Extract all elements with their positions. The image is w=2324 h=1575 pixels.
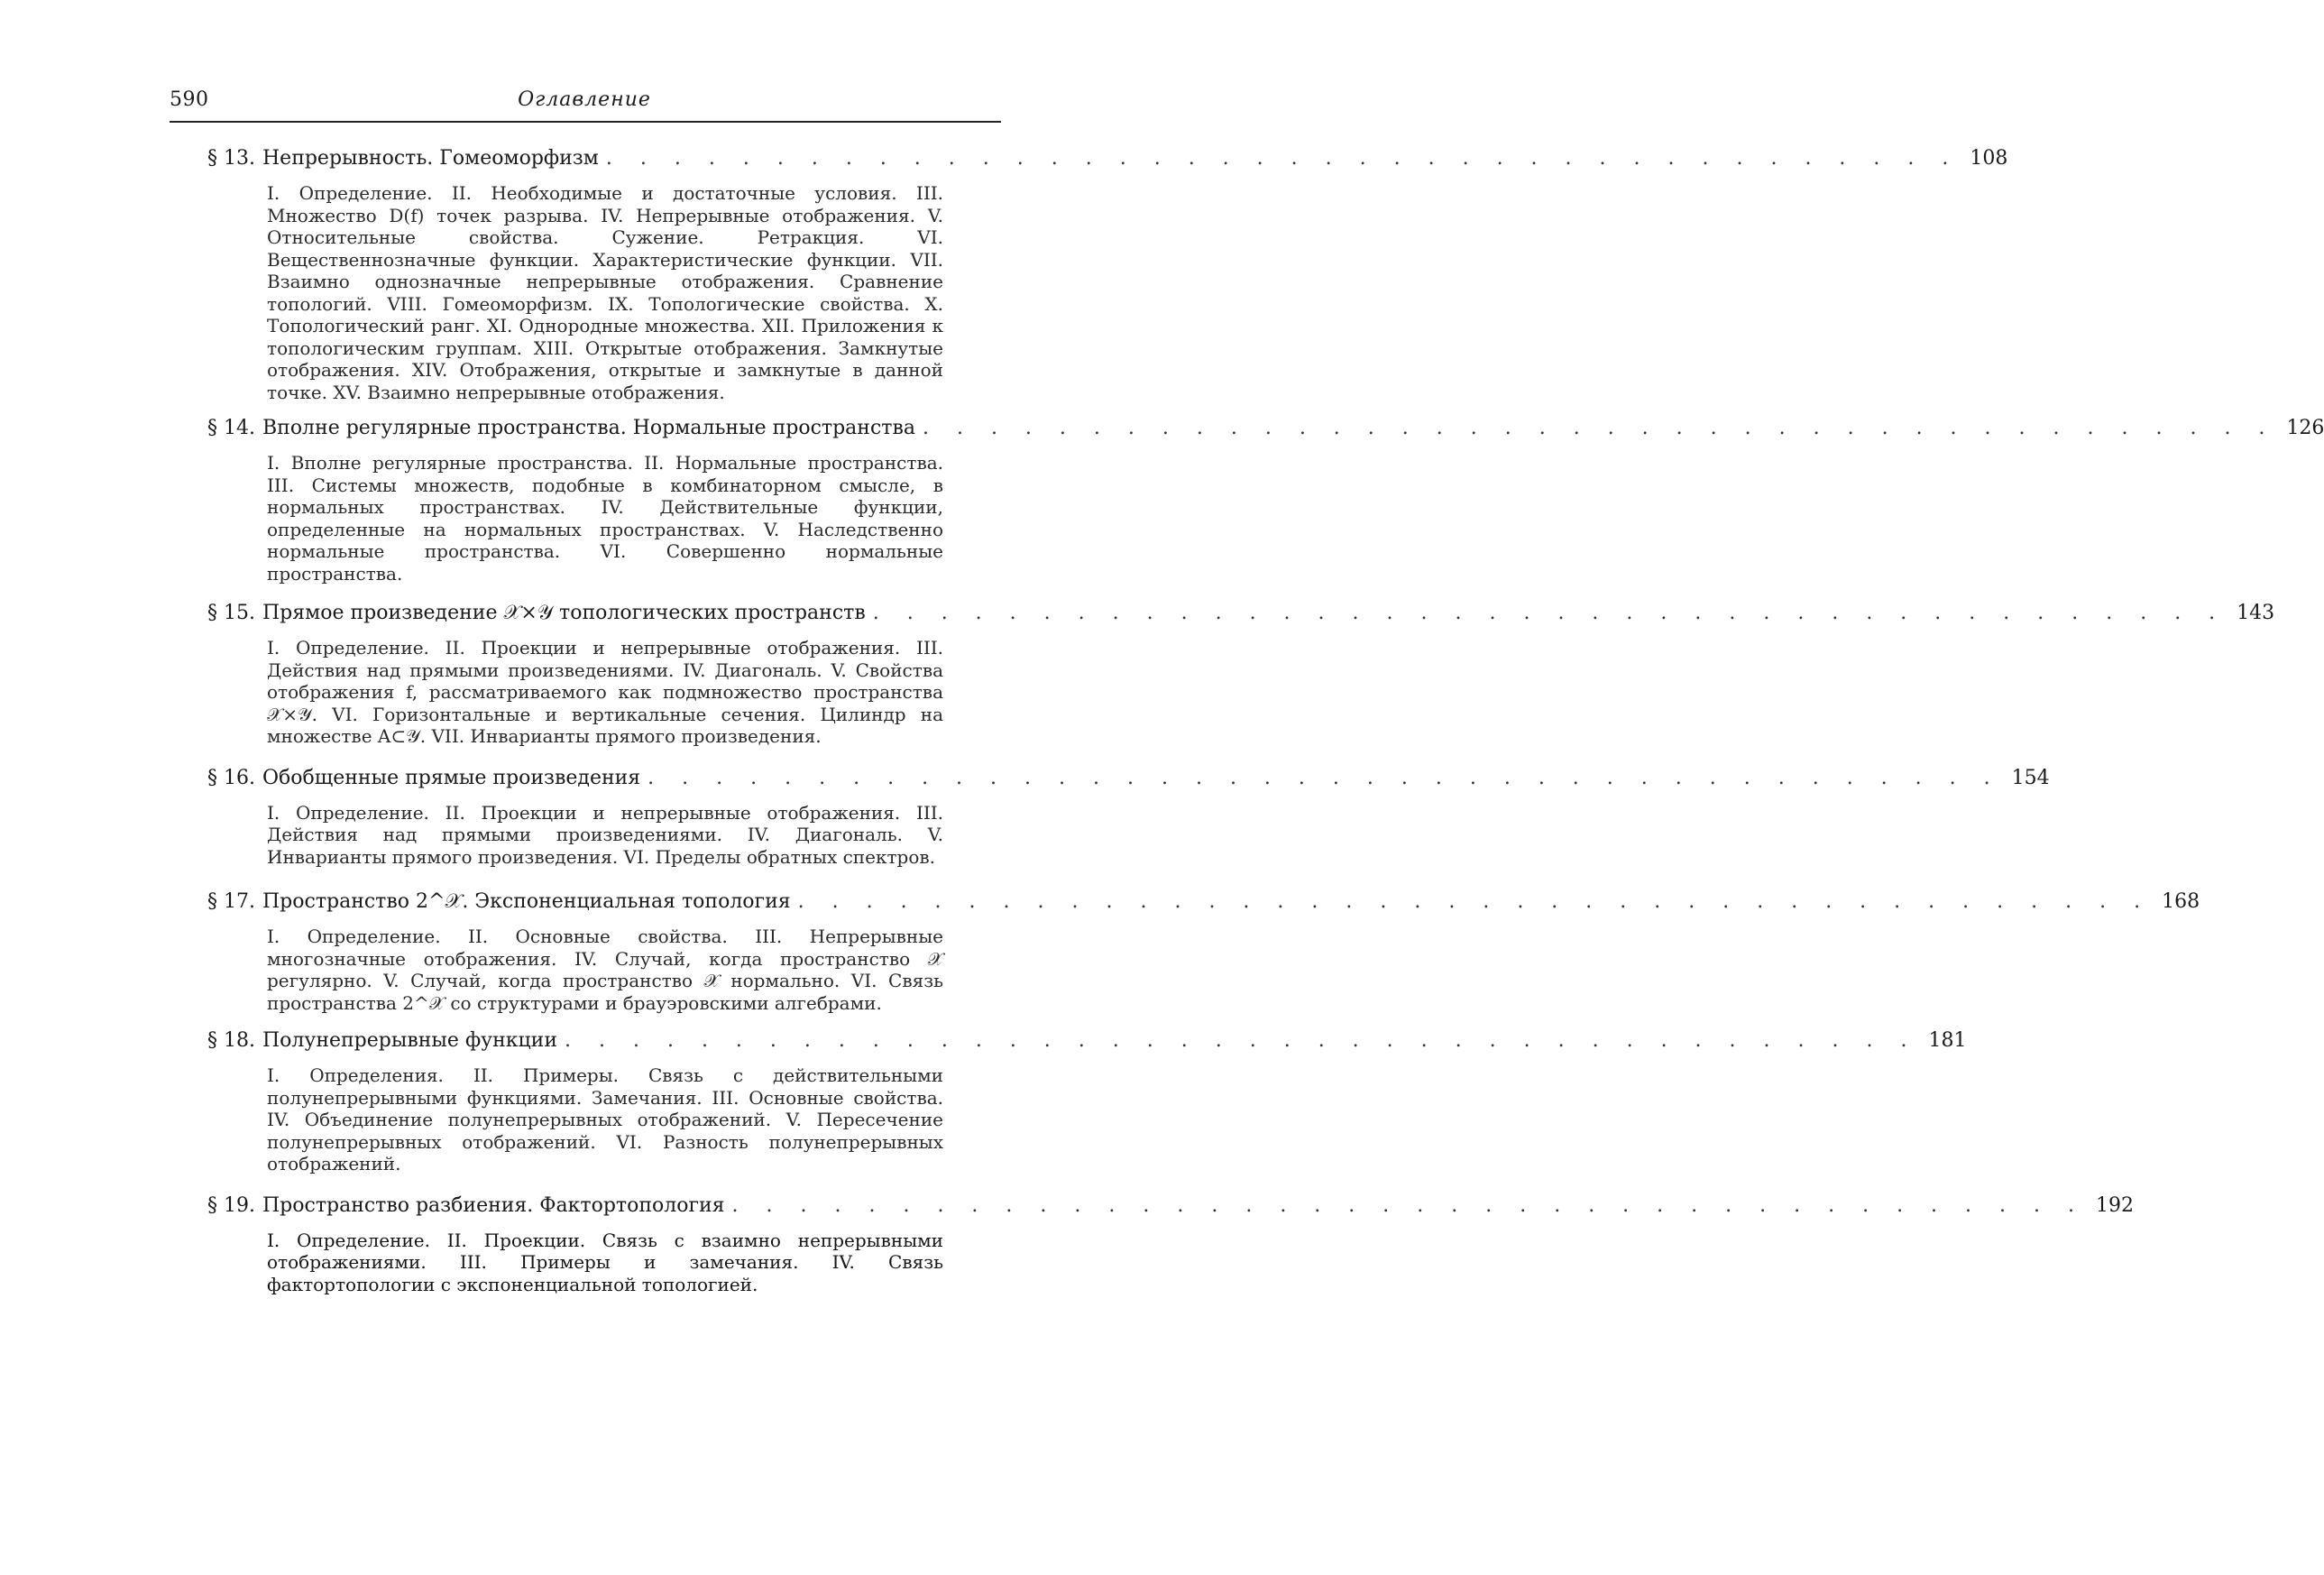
- dot-leader: . . . . . . . . . . . . . . . . . . . . . . . . . . . . . . . . . . . . . . . .: [922, 417, 2276, 439]
- section-number: § 17.: [207, 890, 255, 913]
- section-description: I. Определение. II. Проекции и непрерывные отображения. III. Действия над прямыми произведениями. IV. Диагональ. V. Инварианты прямого произведения. VI. Пределы обратных спектров.: [267, 801, 943, 868]
- toc-section-15: [207, 601, 2275, 748]
- section-page: 126: [2286, 417, 2324, 439]
- section-description: I. Определение. II. Необходимые и достаточные условия. III. Множество D(f) точек разрыва. IV. Непрерывные отображения. V. Относительные свойства. Сужение. Ретракция. VI. Вещественнозначные функции. Характеристические функции. VII. Взаимно однозначные непрерывные отображения. Сравнение топологий. VIII. Гомеоморфизм. IX. Топологические свойства. X. Топологический ранг. XI. Однородные множества. XII. Приложения к топологическим группам. XIII. Открытые отображения. Замкнутые отображения. XIV. Отображения, открытые и замкнутые в данной точке. XV. Взаимно непрерывные отображения.: [267, 182, 943, 403]
- dot-leader: . . . . . . . . . . . . . . . . . . . . . . . . . . . . . . . . . . . . . . . .: [731, 1193, 2085, 1217]
- toc-section-16: [207, 766, 2050, 869]
- toc-section-17: [207, 889, 2200, 1014]
- section-number: § 16.: [207, 766, 255, 789]
- dot-leader: . . . . . . . . . . . . . . . . . . . . . . . . . . . . . . . . . . . . . . . .: [872, 602, 2227, 624]
- toc-entry: [207, 601, 2275, 626]
- section-title: Обобщенные прямые произведения: [262, 766, 641, 789]
- toc-entry: [207, 1193, 2134, 1219]
- toc-entry: [207, 889, 2200, 915]
- section-title: Вполне регулярные пространства. Нормальные пространства: [262, 417, 915, 439]
- section-title: Непрерывность. Гомеоморфизм: [262, 147, 599, 170]
- section-number: § 13.: [207, 147, 255, 170]
- section-title: Пространство 2^𝒳. Экспоненциальная топология: [262, 890, 791, 913]
- section-title: Прямое произведение 𝒳×𝒴 топологических пространств: [262, 602, 866, 624]
- section-number: § 19.: [207, 1193, 255, 1217]
- dot-leader: . . . . . . . . . . . . . . . . . . . . . . . . . . . . . . . . . . . . . . . .: [565, 1029, 1918, 1052]
- dot-leader: . . . . . . . . . . . . . . . . . . . . . . . . . . . . . . . . . . . . . . . .: [648, 766, 2001, 789]
- dot-leader: . . . . . . . . . . . . . . . . . . . . . . . . . . . . . . . . . . . . . . . .: [797, 890, 2152, 913]
- section-description: I. Вполне регулярные пространства. II. Нормальные пространства. III. Системы множеств, подобные в комбинаторном смысле, в нормальных пространствах. IV. Действительные функции, определенные на нормальных пространствах. V. Наследственно нормальные пространства. VI. Совершенно нормальные пространства.: [267, 452, 943, 585]
- section-description: I. Определение. II. Основные свойства. III. Непрерывные многозначные отображения. IV. Случай, когда пространство 𝒳 регулярно. V. Случай, когда пространство 𝒳 нормально. VI. Связь пространства 2^𝒳 со структурами и брауэровскими алгебрами.: [267, 926, 943, 1014]
- section-number: § 18.: [207, 1029, 255, 1052]
- section-page: 108: [1970, 147, 2008, 170]
- section-number: § 14.: [207, 417, 255, 439]
- running-title: Оглавление: [518, 88, 651, 111]
- toc-entry: [207, 146, 2008, 171]
- toc-section-13: [207, 146, 2008, 403]
- header-rule: [170, 121, 1001, 123]
- section-page: 154: [2011, 766, 2050, 789]
- section-page: 181: [1928, 1029, 1967, 1052]
- section-page: 143: [2237, 602, 2275, 624]
- section-number: § 15.: [207, 602, 255, 624]
- section-description: I. Определение. II. Проекции и непрерывные отображения. III. Действия над прямыми произведениями. IV. Диагональ. V. Свойства отображения f, рассматриваемого как подмножество пространства 𝒳×𝒴. VI. Горизонтальные и вертикальные сечения. Цилиндр на множестве A⊂𝒴. VII. Инварианты прямого произведения.: [267, 637, 943, 747]
- toc-section-14: [207, 416, 2324, 585]
- toc-section-18: [207, 1028, 1967, 1175]
- page-header: [170, 88, 999, 124]
- section-title: Пространство разбиения. Фактортопология: [262, 1193, 725, 1217]
- section-page: 168: [2162, 890, 2200, 913]
- section-page: 192: [2096, 1193, 2134, 1217]
- toc-entry: [207, 1028, 1967, 1054]
- section-description: I. Определения. II. Примеры. Связь с действительными полунепрерывными функциями. Замечания. III. Основные свойства. IV. Объединение полунепрерывных отображений. V. Пересечение полунепрерывных отображений. VI. Разность полунепрерывных отображений.: [267, 1064, 943, 1174]
- section-title: Полунепрерывные функции: [262, 1029, 557, 1052]
- section-description: I. Определение. II. Проекции. Связь с взаимно непрерывными отображениями. III. Примеры и замечания. IV. Связь фактортопологии с экспоненциальной топологией.: [267, 1229, 943, 1295]
- toc-entry: [207, 766, 2050, 791]
- dot-leader: . . . . . . . . . . . . . . . . . . . . . . . . . . . . . . . . . . . . . . . .: [605, 147, 1960, 170]
- page-number: 590: [170, 88, 209, 111]
- table-of-contents: [207, 146, 2324, 1295]
- toc-entry: [207, 416, 2324, 441]
- toc-section-19: [207, 1193, 2134, 1296]
